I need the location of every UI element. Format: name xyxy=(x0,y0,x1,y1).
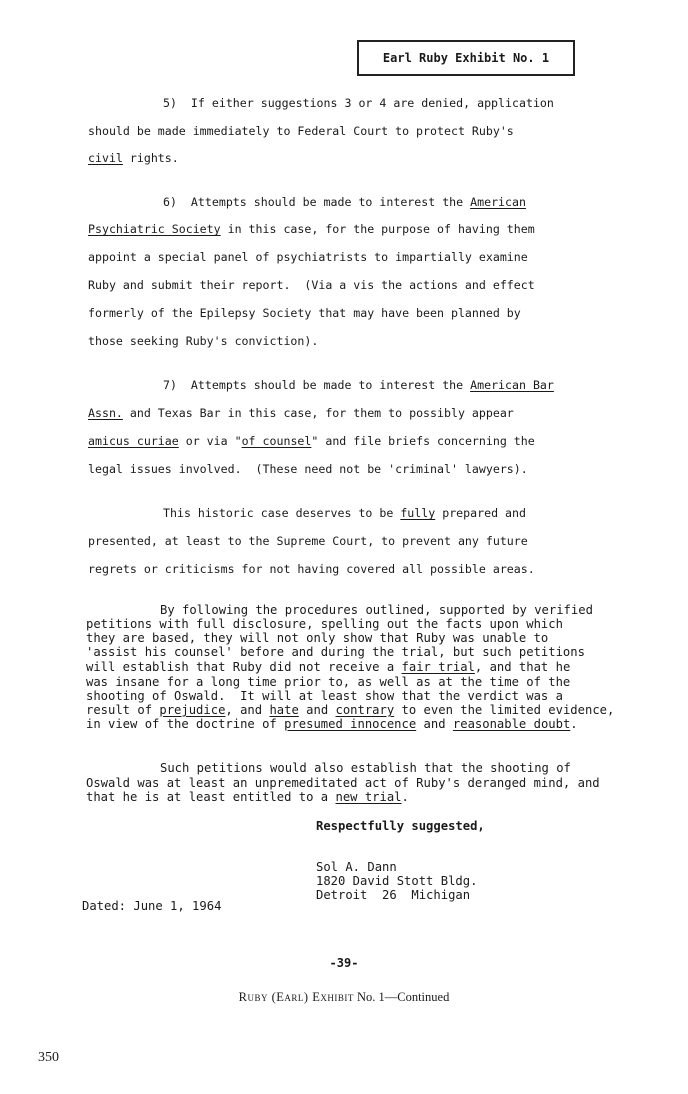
p5-line-3 xyxy=(88,151,179,165)
p9-line-7: shooting of Oswald. It will at least show that the verdict was a xyxy=(86,689,563,703)
p10-line-2: Oswald was at least an unpremeditated act of Ruby's deranged mind, and xyxy=(86,776,600,790)
underlined-text: hate xyxy=(269,703,299,717)
text-span: 6) Attempts should be made to interest the xyxy=(163,195,471,209)
text-span: . xyxy=(570,717,578,731)
p9-line-4: 'assist his counsel' before and during the trial, but such petitions xyxy=(86,645,585,659)
p6-line-4: Ruby and submit their report. (Via a vis the actions and effect xyxy=(88,278,535,292)
signature-address-1: 1820 David Stott Bldg. xyxy=(316,874,478,888)
p7-line-1 xyxy=(163,378,554,392)
exhibit-caption xyxy=(0,990,688,1005)
p7-line-2 xyxy=(88,406,514,420)
text-span: , and that he xyxy=(474,660,571,674)
underlined-text: American xyxy=(470,195,526,209)
page-number: 350 xyxy=(38,1050,59,1065)
underlined-text: of counsel xyxy=(241,434,312,448)
p9-line-6: was insane for a long time prior to, as well as at the time of the xyxy=(86,675,571,689)
p9-line-3: they are based, they will not only show that Ruby was unable to xyxy=(86,631,549,645)
p9-line-1: By following the procedures outlined, supported by verified xyxy=(160,603,593,617)
text-span: This historic case deserves to be xyxy=(163,506,401,520)
underlined-text: presumed innocence xyxy=(284,717,417,731)
text-span: to even the limited evidence, xyxy=(394,703,615,717)
signature-name: Sol A. Dann xyxy=(316,860,397,874)
p8-line-2: presented, at least to the Supreme Court, to prevent any future xyxy=(88,534,528,548)
p6-line-6: those seeking Ruby's conviction). xyxy=(88,334,319,348)
p5-line-1: 5) If either suggestions 3 or 4 are denied, application xyxy=(163,96,554,110)
p9-line-9 xyxy=(86,717,578,731)
underlined-text: reasonable doubt xyxy=(452,717,571,731)
text-span: rights. xyxy=(122,151,179,165)
caption-smallcaps: Ruby (Earl) Exhibit xyxy=(238,990,354,1004)
p8-line-3: regrets or criticisms for not having covered all possible areas. xyxy=(88,562,535,576)
p5-line-2: should be made immediately to Federal Court to protect Ruby's xyxy=(88,124,514,138)
closing: Respectfully suggested, xyxy=(316,819,485,833)
underlined-text: new trial xyxy=(335,790,402,804)
text-span: " and file briefs concerning the xyxy=(311,434,535,448)
p6-line-5: formerly of the Epilepsy Society that may have been planned by xyxy=(88,306,521,320)
signature-address-2: Detroit 26 Michigan xyxy=(316,888,471,902)
p9-line-8 xyxy=(86,703,614,717)
caption-rest: No. 1—Continued xyxy=(353,990,450,1004)
text-span: . xyxy=(401,790,409,804)
p9-line-2: petitions with full disclosure, spelling out the facts upon which xyxy=(86,617,563,631)
exhibit-label-box xyxy=(357,40,575,76)
underlined-text: civil xyxy=(88,151,123,165)
text-span: or via " xyxy=(178,434,242,448)
p10-line-1: Such petitions would also establish that the shooting of xyxy=(160,761,571,775)
p7-line-4: legal issues involved. (These need not be 'criminal' lawyers). xyxy=(88,462,528,476)
text-span: and Texas Bar in this case, for them to possibly appear xyxy=(122,406,514,420)
underlined-text: Assn. xyxy=(88,406,123,420)
text-span: in this case, for the purpose of having them xyxy=(220,222,535,236)
text-span: and xyxy=(298,703,336,717)
text-span: 7) Attempts should be made to interest the xyxy=(163,378,471,392)
p6-line-3: appoint a special panel of psychiatrists to impartially examine xyxy=(88,250,528,264)
internal-page-marker: -39- xyxy=(329,956,359,970)
text-span: result of xyxy=(86,703,160,717)
underlined-text: American Bar xyxy=(470,378,554,392)
exhibit-label: Earl Ruby Exhibit No. 1 xyxy=(382,51,550,65)
dated-line: Dated: June 1, 1964 xyxy=(82,899,222,913)
p8-line-1 xyxy=(163,506,526,520)
underlined-text: fair trial xyxy=(401,660,475,674)
underlined-text: fully xyxy=(400,506,436,520)
text-span: and xyxy=(416,717,453,731)
p7-line-3 xyxy=(88,434,535,448)
underlined-text: amicus curiae xyxy=(88,434,179,448)
p6-line-1 xyxy=(163,195,526,209)
underlined-text: prejudice xyxy=(159,703,226,717)
p9-line-5 xyxy=(86,660,570,674)
text-span: that he is at least entitled to a xyxy=(86,790,336,804)
text-span: , and xyxy=(225,703,270,717)
text-span: prepared and xyxy=(435,506,526,520)
underlined-text: Psychiatric Society xyxy=(88,222,221,236)
text-span: in view of the doctrine of xyxy=(86,717,285,731)
underlined-text: contrary xyxy=(335,703,395,717)
text-span: will establish that Ruby did not receive a xyxy=(86,660,402,674)
p10-line-3 xyxy=(86,790,409,804)
p6-line-2 xyxy=(88,222,535,236)
